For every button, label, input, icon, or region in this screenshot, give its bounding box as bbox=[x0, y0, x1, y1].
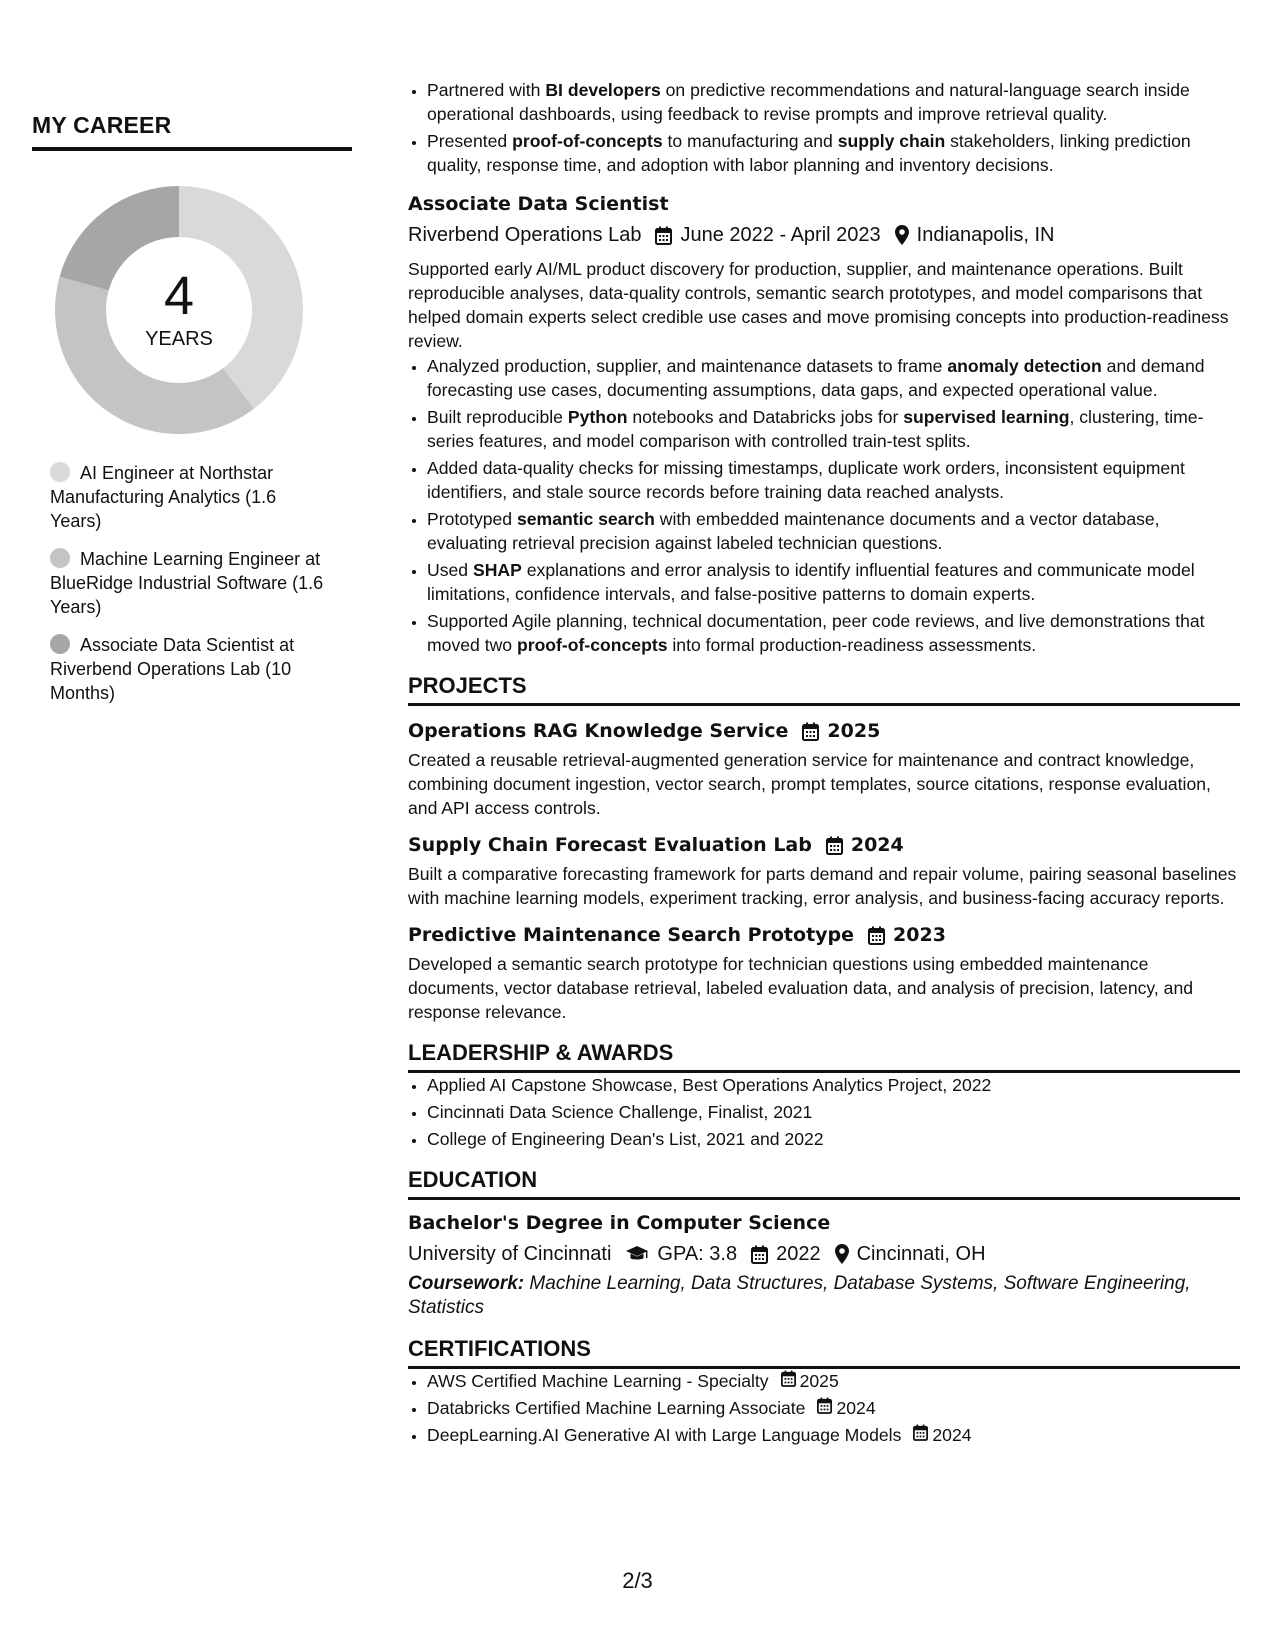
project-description: Created a reusable retrieval-augmented generation service for maintenance and contract knowledge, combining document ingestion, vector search, prompt templates, source citations, response evaluation, and API access controls. bbox=[408, 750, 1211, 818]
text: , clustering, time-series features, and model comparison with controlled train-test splits. bbox=[427, 407, 1204, 451]
project-year: 2023 bbox=[893, 924, 946, 946]
certification-name: DeepLearning.AI Generative AI with Large Language Models bbox=[427, 1425, 902, 1445]
education-heading: EDUCATION bbox=[408, 1167, 1240, 1200]
donut-center bbox=[54, 185, 304, 435]
text: with embedded maintenance documents and a vector database, evaluating retrieval precision against labeled technician questions. bbox=[427, 509, 1160, 553]
coursework-label: Coursework: bbox=[408, 1273, 525, 1294]
total-years-value: 4 bbox=[163, 265, 195, 326]
bold-text: semantic search bbox=[516, 509, 655, 529]
text: Partnered with bbox=[427, 80, 546, 100]
bullet bbox=[427, 129, 1240, 177]
bullet bbox=[427, 456, 1240, 504]
project-year: 2024 bbox=[850, 834, 904, 856]
text: explanations and error analysis to identify influential features and communicate model limitations, confidence intervals, and false-positive patterns to domain experts. bbox=[427, 560, 1195, 604]
project-description: Built a comparative forecasting framework for parts demand and repair volume, pairing seasonal baselines with machine learning models, experiment tracking, error analysis, and business-facing accuracy reports. bbox=[408, 864, 1237, 908]
graduation-cap-icon bbox=[625, 1245, 649, 1263]
legend-item bbox=[50, 633, 330, 705]
gpa: GPA: 3.8 bbox=[657, 1243, 738, 1265]
school-name: University of Cincinnati bbox=[408, 1243, 612, 1265]
bold-text: anomaly detection bbox=[947, 356, 1102, 376]
bullet bbox=[427, 507, 1240, 555]
legend-item bbox=[50, 547, 330, 619]
text: Built reproducible bbox=[427, 407, 568, 427]
education-degree: Bachelor's Degree in Computer Science bbox=[408, 1212, 831, 1234]
text: Added data-quality checks for missing timestamps, duplicate work orders, inconsistent equipment identifiers, and stale source records before training data reached analysts. bbox=[427, 458, 1185, 502]
project-description: Developed a semantic search prototype for technician questions using embedded maintenance documents, vector database retrieval, labeled evaluation data, and analysis of precision, latency, and response relevance. bbox=[408, 954, 1194, 1022]
job-dates: June 2022 - April 2023 bbox=[680, 224, 881, 246]
calendar-icon bbox=[826, 836, 843, 855]
previous-job-bullets bbox=[408, 78, 1240, 177]
certifications-list bbox=[408, 1369, 1240, 1447]
job-location: Indianapolis, IN bbox=[916, 224, 1055, 246]
project-title: Operations RAG Knowledge Service bbox=[408, 720, 789, 742]
legend-label: Machine Learning Engineer at BlueRidge Industrial Software (1.6 Years) bbox=[50, 549, 324, 617]
bullet bbox=[427, 405, 1240, 453]
text: Prototyped bbox=[427, 509, 517, 529]
certification-name: Databricks Certified Machine Learning Associate bbox=[427, 1398, 806, 1418]
calendar-icon bbox=[868, 926, 885, 945]
main-content bbox=[408, 78, 1240, 1450]
company-name: Riverbend Operations Lab bbox=[408, 224, 642, 246]
calendar-icon bbox=[913, 1423, 932, 1447]
job-title: Associate Data Scientist bbox=[408, 193, 669, 215]
projects-heading: PROJECTS bbox=[408, 673, 1240, 706]
certification-year: 2024 bbox=[836, 1398, 876, 1418]
project-title: Supply Chain Forecast Evaluation Lab bbox=[408, 834, 812, 856]
award-item: • Cincinnati Data Science Challenge, Finalist, 2021 bbox=[427, 1100, 1240, 1124]
legend-label: Associate Data Scientist at Riverbend Operations Lab (10 Months) bbox=[50, 635, 295, 703]
text: stakeholders, linking prediction quality, response time, and adoption with labor planning and inventory decisions. bbox=[427, 131, 1191, 175]
bullet bbox=[427, 78, 1240, 126]
text: Supported Agile planning, technical documentation, peer code reviews, and live demonstrations that moved two bbox=[427, 611, 1205, 655]
project-title: Predictive Maintenance Search Prototype bbox=[408, 924, 855, 946]
certification-year: 2024 bbox=[932, 1425, 972, 1445]
bold-text: Python bbox=[567, 407, 628, 427]
project-item bbox=[408, 922, 1240, 1024]
award-item: • College of Engineering Dean's List, 2021 and 2022 bbox=[427, 1127, 1240, 1151]
job-bullets bbox=[408, 354, 1240, 657]
coursework bbox=[408, 1272, 1240, 1320]
calendar-icon bbox=[802, 722, 819, 741]
career-sidebar bbox=[32, 112, 352, 719]
total-years-unit: YEARS bbox=[145, 327, 213, 350]
calendar-icon bbox=[817, 1396, 836, 1420]
bullet bbox=[427, 609, 1240, 657]
award-item: • Applied AI Capstone Showcase, Best Operations Analytics Project, 2022 bbox=[427, 1073, 1240, 1097]
calendar-icon bbox=[655, 226, 672, 245]
legend-item bbox=[50, 461, 330, 533]
text: notebooks and Databricks jobs for bbox=[627, 407, 904, 427]
bold-text: proof-of-concepts bbox=[512, 131, 663, 151]
bullet bbox=[427, 354, 1240, 402]
text: on predictive recommendations and natural-language search inside operational dashboards, using feedback to revise prompts and improve retrieval quality. bbox=[427, 80, 1190, 124]
text: Presented bbox=[427, 131, 513, 151]
career-legend bbox=[32, 461, 330, 705]
education-meta bbox=[408, 1240, 1240, 1268]
project-year: 2025 bbox=[827, 720, 881, 742]
page-number: 2/3 bbox=[622, 1568, 653, 1593]
career-heading: MY CAREER bbox=[32, 112, 352, 151]
bold-text: SHAP bbox=[472, 560, 522, 580]
school-location: Cincinnati, OH bbox=[856, 1243, 986, 1265]
location-pin-icon bbox=[835, 1244, 849, 1264]
legend-swatch bbox=[50, 548, 70, 568]
project-item bbox=[408, 718, 1240, 820]
certification-item bbox=[427, 1423, 1240, 1447]
bullet bbox=[427, 558, 1240, 606]
bold-text: supply chain bbox=[837, 131, 946, 151]
text: to manufacturing and bbox=[662, 131, 838, 151]
text: into formal production-readiness assessments. bbox=[667, 635, 1037, 655]
certification-name: AWS Certified Machine Learning - Specialty bbox=[427, 1371, 769, 1391]
text: Used bbox=[427, 560, 473, 580]
career-donut-chart bbox=[54, 185, 304, 435]
certification-item bbox=[427, 1396, 1240, 1420]
bold-text: proof-of-concepts bbox=[516, 635, 668, 655]
calendar-icon bbox=[751, 1245, 768, 1264]
location-pin-icon bbox=[895, 225, 909, 245]
project-item bbox=[408, 832, 1240, 910]
coursework-list: Machine Learning, Data Structures, Database Systems, Software Engineering, Statistics bbox=[408, 1273, 1191, 1318]
certification-year: 2025 bbox=[799, 1371, 839, 1391]
awards-list bbox=[408, 1073, 1240, 1151]
graduation-year: 2022 bbox=[776, 1243, 821, 1265]
legend-label: AI Engineer at Northstar Manufacturing Analytics (1.6 Years) bbox=[50, 463, 277, 531]
text: and demand forecasting use cases, documenting assumptions, data gaps, and expected operational value. bbox=[427, 356, 1205, 400]
bold-text: supervised learning bbox=[903, 407, 1070, 427]
job-meta bbox=[408, 221, 1240, 249]
text: Analyzed production, supplier, and maintenance datasets to frame bbox=[427, 356, 948, 376]
bold-text: BI developers bbox=[545, 80, 661, 100]
certification-item bbox=[427, 1369, 1240, 1393]
calendar-icon bbox=[781, 1369, 800, 1393]
legend-swatch bbox=[50, 634, 70, 654]
legend-swatch bbox=[50, 462, 70, 482]
job-summary: Supported early AI/ML product discovery for production, supplier, and maintenance operations. Built reproducible analyses, data-quality controls, semantic search prototypes, and model comparisons that helped domain experts select credible use cases and move promising concepts into production-readiness review. bbox=[408, 259, 1229, 351]
certifications-heading: CERTIFICATIONS bbox=[408, 1336, 1240, 1369]
awards-heading: LEADERSHIP & AWARDS bbox=[408, 1040, 1240, 1073]
